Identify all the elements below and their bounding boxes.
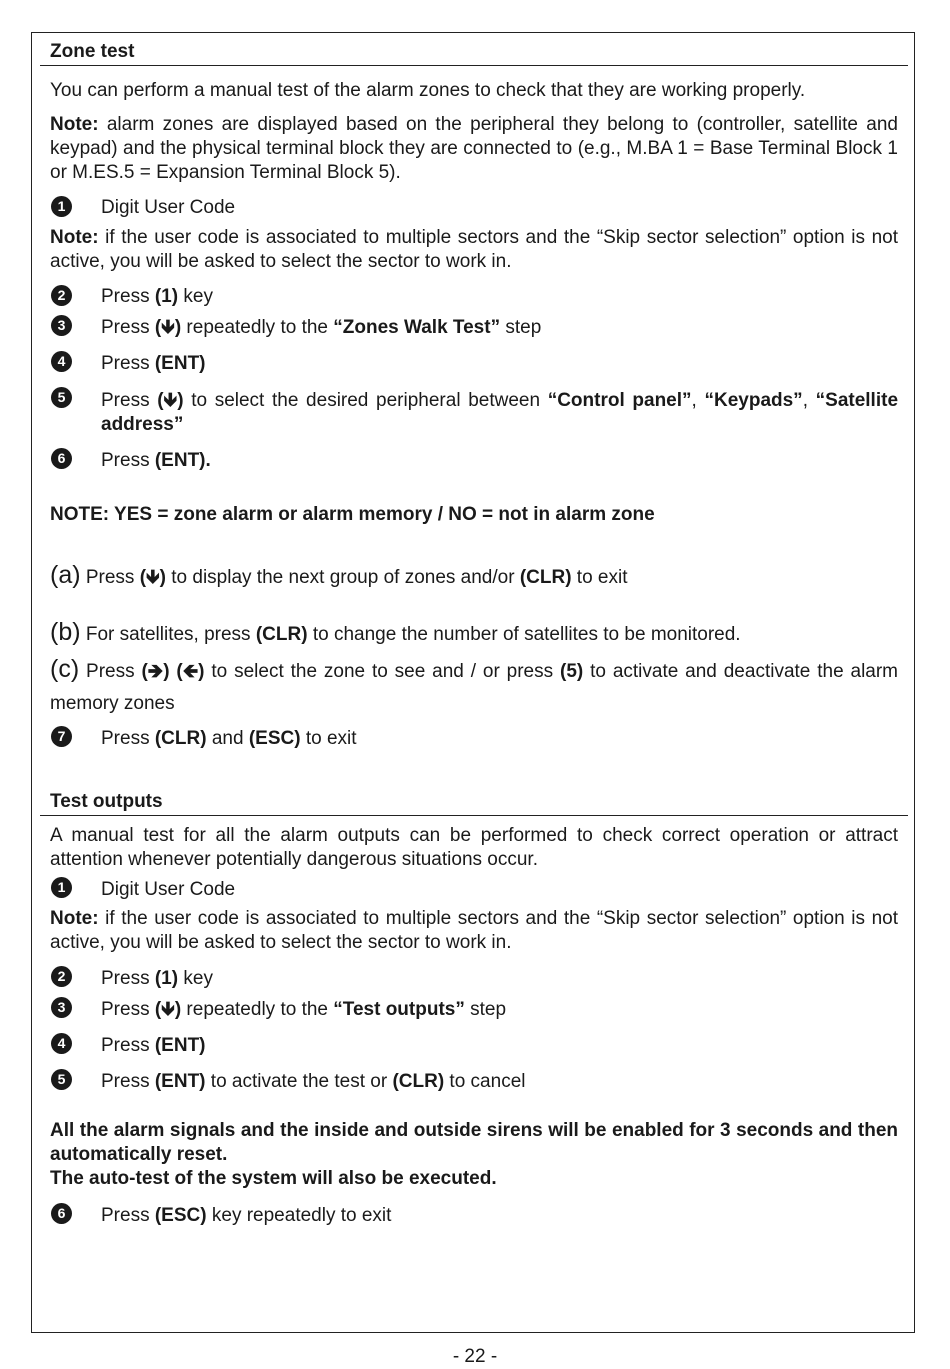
down-arrow-icon: (🡻)	[139, 567, 166, 588]
zone-test-step2: Press (1) key	[101, 286, 213, 307]
test-outputs-step3: Press (🡻) repeatedly to the “Test outputs” step	[101, 999, 507, 1020]
zone-test-step6: Press (ENT).	[101, 450, 211, 471]
zone-test-item-c: (c) Press (🡺) (🡸) to select the zone to see and / or press (5) to activate and deactivate the alarm memory zones	[50, 655, 899, 714]
zone-test-item-a: (a) Press (🡻) to display the next group of zones and/or (CLR) to exit	[50, 561, 628, 589]
step-number-2: 2	[51, 285, 72, 306]
zone-test-step5: Press (🡻) to select the desired peripheral between “Control panel”, “Keypads”, “Satellite address”	[101, 390, 899, 435]
step-number-4: 4	[51, 1033, 72, 1054]
step-number-4: 4	[51, 351, 72, 372]
step-number-5: 5	[51, 1069, 72, 1090]
test-outputs-step5: Press (ENT) to activate the test or (CLR) to cancel	[101, 1071, 526, 1092]
step-number-5: 5	[51, 387, 72, 408]
zone-test-step1: Digit User Code	[101, 197, 236, 218]
down-arrow-icon: (🡻)	[154, 999, 182, 1020]
zone-test-step7: Press (CLR) and (ESC) to exit	[101, 728, 357, 749]
down-arrow-icon: (🡻)	[154, 317, 182, 338]
note-label: Note:	[50, 114, 99, 135]
right-left-arrow-icons: (🡺) (🡸)	[141, 661, 205, 682]
step-number-1: 1	[51, 877, 72, 898]
step-number-1: 1	[51, 196, 72, 217]
step-number-2: 2	[51, 966, 72, 987]
zone-test-item-b: (b) For satellites, press (CLR) to change the number of satellites to be monitored.	[50, 618, 741, 646]
zone-test-rule	[40, 65, 908, 66]
test-outputs-step1: Digit User Code	[101, 879, 236, 900]
step-number-3: 3	[51, 997, 72, 1018]
test-outputs-note: Note: if the user code is associated to multiple sectors and the “Skip sector selection” option is not active, you will be asked to select the sector to work in.	[50, 908, 898, 953]
test-outputs-step4: Press (ENT)	[101, 1035, 206, 1056]
page-number: - 22 -	[452, 1346, 498, 1367]
step-number-7: 7	[51, 726, 72, 747]
step-number-6: 6	[51, 1203, 72, 1224]
down-arrow-icon: (🡻)	[157, 390, 184, 411]
step-number-6: 6	[51, 448, 72, 469]
test-outputs-warning1: All the alarm signals and the inside and outside sirens will be enabled for 3 seconds and then automatically reset.	[50, 1120, 898, 1165]
zone-test-title: Zone test	[50, 41, 135, 62]
zone-test-note3: NOTE: YES = zone alarm or alarm memory / NO = not in alarm zone	[50, 504, 655, 525]
zone-test-note2: Note: if the user code is associated to multiple sectors and the “Skip sector selection” option is not active, you will be asked to select the sector to work in.	[50, 227, 898, 272]
zone-test-step4: Press (ENT)	[101, 353, 206, 374]
step-number-3: 3	[51, 315, 72, 336]
zone-test-note1: Note: alarm zones are displayed based on the peripheral they belong to (controller, satellite and keypad) and the physical terminal block they are connected to (e.g., M.BA 1 = Base Terminal Block 1 or M.ES.5 = Expansion Terminal Block 5).	[50, 114, 898, 183]
test-outputs-step6: Press (ESC) key repeatedly to exit	[101, 1205, 392, 1226]
test-outputs-warning2: The auto-test of the system will also be executed.	[50, 1168, 497, 1189]
zone-test-intro: You can perform a manual test of the alarm zones to check that they are working properly.	[50, 80, 806, 101]
zone-test-step3: Press (🡻) repeatedly to the “Zones Walk Test” step	[101, 317, 542, 338]
test-outputs-title: Test outputs	[50, 791, 163, 812]
test-outputs-intro: A manual test for all the alarm outputs can be performed to check correct operation or attract attention whenever potentially dangerous situations occur.	[50, 825, 898, 870]
test-outputs-rule	[40, 815, 908, 816]
test-outputs-step2: Press (1) key	[101, 968, 213, 989]
